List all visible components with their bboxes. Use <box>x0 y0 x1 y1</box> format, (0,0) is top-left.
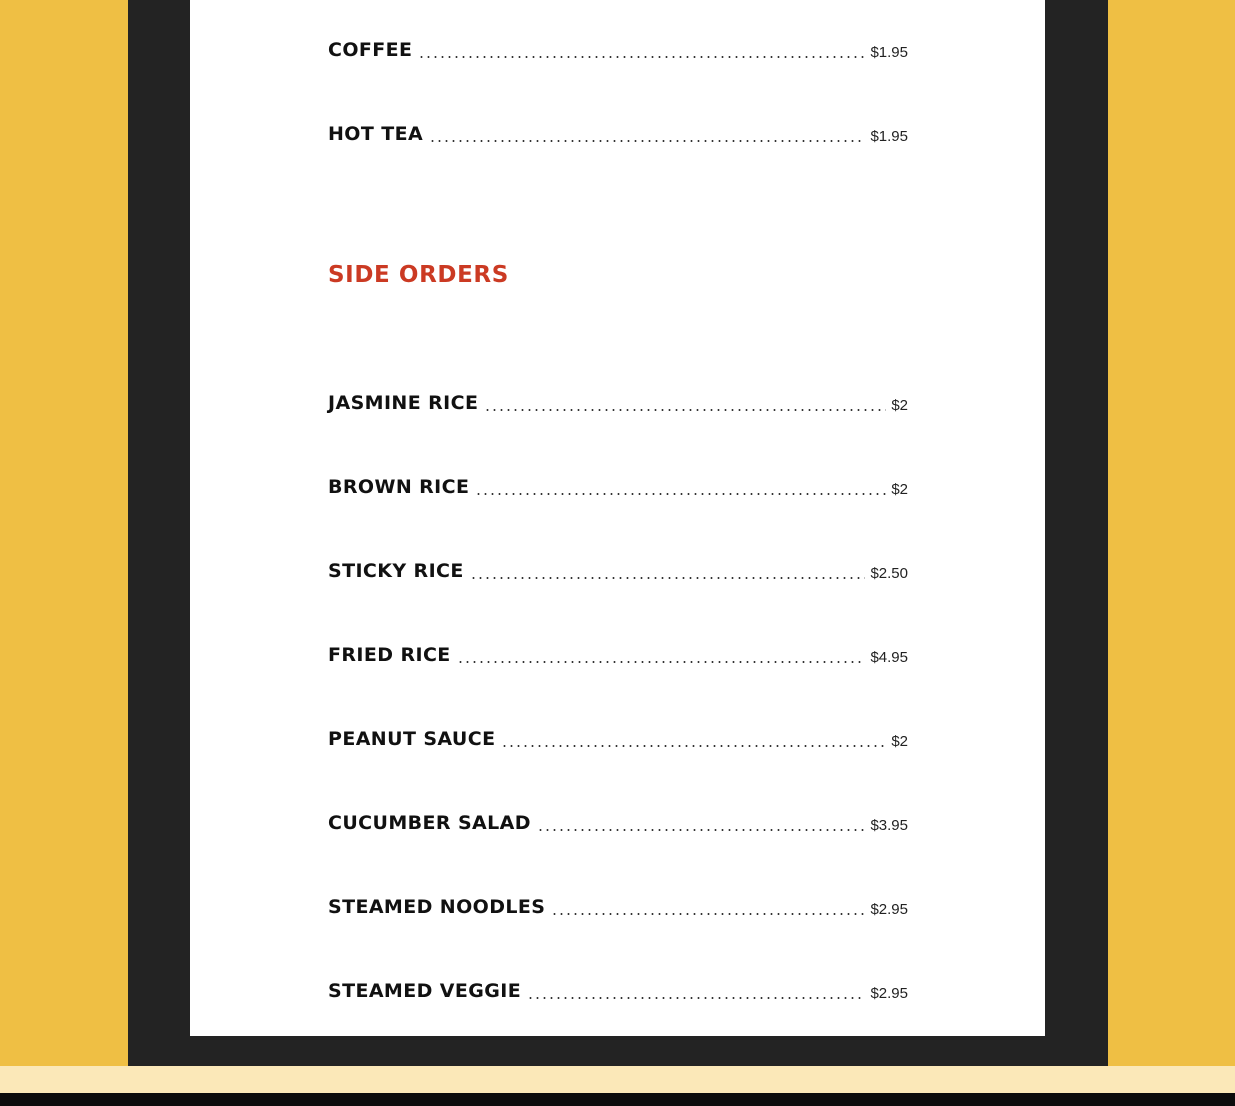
item-price: $2.95 <box>870 901 908 918</box>
item-price: $2.50 <box>870 565 908 582</box>
menu-item-peanut-sauce <box>328 721 908 749</box>
menu-item-brown-rice <box>328 469 908 497</box>
dot-leader <box>429 140 865 142</box>
item-name: FRIED RICE <box>328 644 451 666</box>
item-price: $2.95 <box>870 985 908 1002</box>
bottom-bar <box>0 1093 1235 1106</box>
footer-band <box>0 1066 1235 1093</box>
item-name: STICKY RICE <box>328 560 464 582</box>
menu-item-cucumber-salad <box>328 805 908 833</box>
dot-leader <box>527 997 865 999</box>
dot-leader <box>537 829 866 831</box>
menu-item-steamed-noodles <box>328 889 908 917</box>
menu-item-sticky-rice <box>328 553 908 581</box>
item-name: JASMINE RICE <box>328 392 479 414</box>
item-name: COFFEE <box>328 39 413 61</box>
item-name: PEANUT SAUCE <box>328 728 496 750</box>
item-price: $2 <box>891 397 908 414</box>
menu-item-hot-tea <box>328 116 908 144</box>
dot-leader <box>418 56 865 58</box>
item-price: $3.95 <box>870 817 908 834</box>
section-title-side-orders: SIDE ORDERS <box>328 262 509 288</box>
item-price: $2 <box>891 481 908 498</box>
dot-leader <box>457 661 866 663</box>
item-price: $4.95 <box>870 649 908 666</box>
menu-item-coffee <box>328 32 908 60</box>
item-name: STEAMED VEGGIE <box>328 980 522 1002</box>
menu-item-fried-rice <box>328 637 908 665</box>
dot-leader <box>501 745 886 747</box>
dot-leader <box>475 493 886 495</box>
item-name: STEAMED NOODLES <box>328 896 546 918</box>
item-price: $1.95 <box>870 44 908 61</box>
menu-item-jasmine-rice <box>328 385 908 413</box>
item-name: CUCUMBER SALAD <box>328 812 531 834</box>
dot-leader <box>551 913 865 915</box>
item-name: HOT TEA <box>328 123 424 145</box>
item-name: BROWN RICE <box>328 476 470 498</box>
menu-item-steamed-veggie <box>328 973 908 1001</box>
menu-paper <box>190 0 1045 1036</box>
dot-leader <box>484 409 886 411</box>
dot-leader <box>470 577 866 579</box>
item-price: $2 <box>891 733 908 750</box>
item-price: $1.95 <box>870 128 908 145</box>
